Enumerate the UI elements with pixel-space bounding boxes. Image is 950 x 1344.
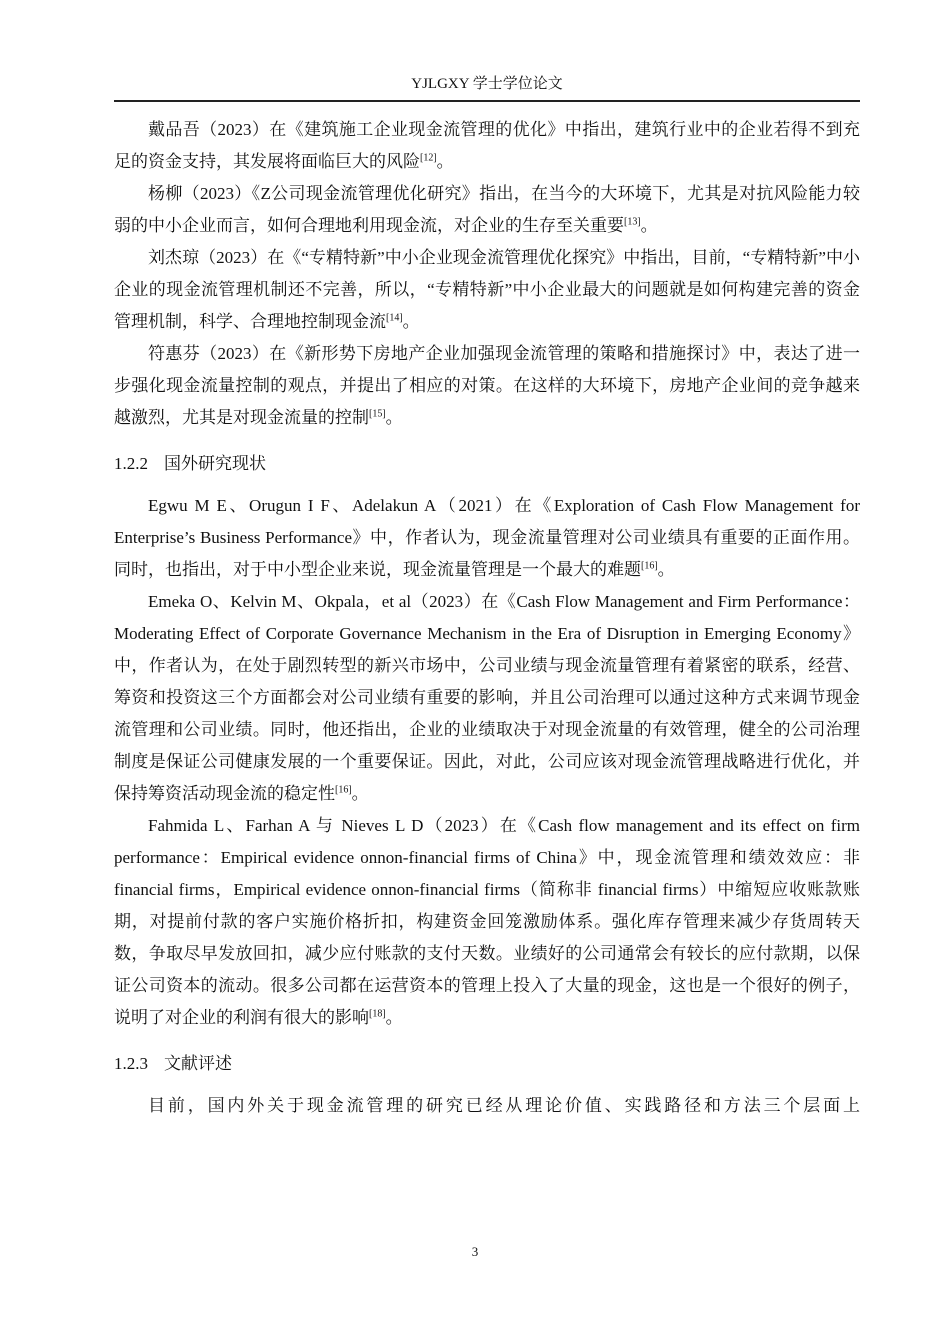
paragraph-yang-liu: 杨柳（2023）《Z公司现金流管理优化研究》指出，在当今的大环境下，尤其是对抗风险能力较弱的中小企业而言，如何合理地利用现金流，对企业的生存至关重要[13]。 [114, 184, 860, 235]
citation-18: [18] [369, 1008, 386, 1020]
paragraph-emeka: Emeka O、Kelvin M、Okpala，et al（2023）在《Cash Flow Management and Firm Performance：Moderating Effect of Corporate Governance Mechanism in the Era of Disruption in Emerging Economy》中，作者认为，在处于剧烈转型的新兴市场中，公司业绩与现金流量管理有着紧密的联系，经营、筹资和投资这三个方面都会对公司业绩有重要的影响，并且公司治理可以通过这种方式来调节现金流管理和公司业绩。同时，他还指出，企业的业绩取决于对现金流量的有效管理，健全的公司治理制度是保证公司健康发展的一个重要保证。因此，对此，公司应该对现金流管理战略进行优化，并保持筹资活动现金流的稳定性[16]。 [114, 592, 860, 803]
citation-13: [13] [624, 216, 641, 228]
section-number: 1.2.2 [114, 454, 148, 473]
citation-16: [16] [641, 560, 658, 572]
citation-12: [12] [420, 152, 437, 164]
section-title: 文献评述 [164, 1054, 232, 1073]
paragraph-fahmida: Fahmida L、Farhan A 与 Nieves L D（2023）在《Cash flow management and its effect on firm performance：Empirical evidence onnon-financial firms of China》中，现金流管理和绩效效应：非 financial firms，Empirical evidence onnon-financial firms（简称非 financial firms）中缩短应收账款账期，对提前付款的客户实施价格折扣，构建资金回笼激励体系。强化库存管理来减少存货周转天数，争取尽早发放回扣，减少应付账款的支付天数。业绩好的公司通常会有较长的应付款期，以保证公司资本的流动。很多公司都在运营资本的管理上投入了大量的现金，这也是一个很好的例子，说明了对企业的利润有很大的影响[18]。 [114, 816, 860, 1027]
citation-16: [16] [335, 784, 352, 796]
running-header: YJLGXY 学士学位论文 [411, 76, 563, 92]
citation-15: [15] [369, 408, 386, 420]
section-heading-1-2-2 [114, 448, 860, 480]
body-text [114, 114, 860, 1122]
header-divider [114, 100, 860, 102]
page-number: 3 [471, 1244, 479, 1259]
section-heading-1-2-3 [114, 1048, 860, 1080]
paragraph-egwu: Egwu M E、Orugun I F、Adelakun A（2021）在《Exploration of Cash Flow Management for Enterprise’s Business Performance》中，作者认为，现金流量管理对公司业绩具有重要的正面作用。同时，也指出，对于中小型企业来说，现金流量管理是一个最大的难题[16]。 [114, 496, 860, 579]
paragraph-liu-jieqiong: 刘杰琼（2023）在《“专精特新”中小企业现金流管理优化探究》中指出，目前，“专精特新”中小企业的现金流管理机制还不完善，所以，“专精特新”中小企业最大的问题就是如何构建完善的资金管理机制，科学、合理地控制现金流[14]。 [114, 248, 860, 331]
section-number: 1.2.3 [114, 1054, 148, 1073]
section-title: 国外研究现状 [164, 454, 266, 473]
paragraph-dai-pinwu: 戴品吾（2023）在《建筑施工企业现金流管理的优化》中指出，建筑行业中的企业若得不到充足的资金支持，其发展将面临巨大的风险[12]。 [114, 120, 860, 171]
paragraph-literature-review: 目前，国内外关于现金流管理的研究已经从理论价值、实践路径和方法三个层面上 [148, 1096, 860, 1115]
paragraph-fu-huifen: 符惠芬（2023）在《新形势下房地产企业加强现金流管理的策略和措施探讨》中，表达了进一步强化现金流量控制的观点，并提出了相应的对策。在这样的大环境下，房地产企业间的竞争越来越激烈，尤其是对现金流量的控制[15]。 [114, 344, 860, 427]
citation-14: [14] [386, 312, 403, 324]
